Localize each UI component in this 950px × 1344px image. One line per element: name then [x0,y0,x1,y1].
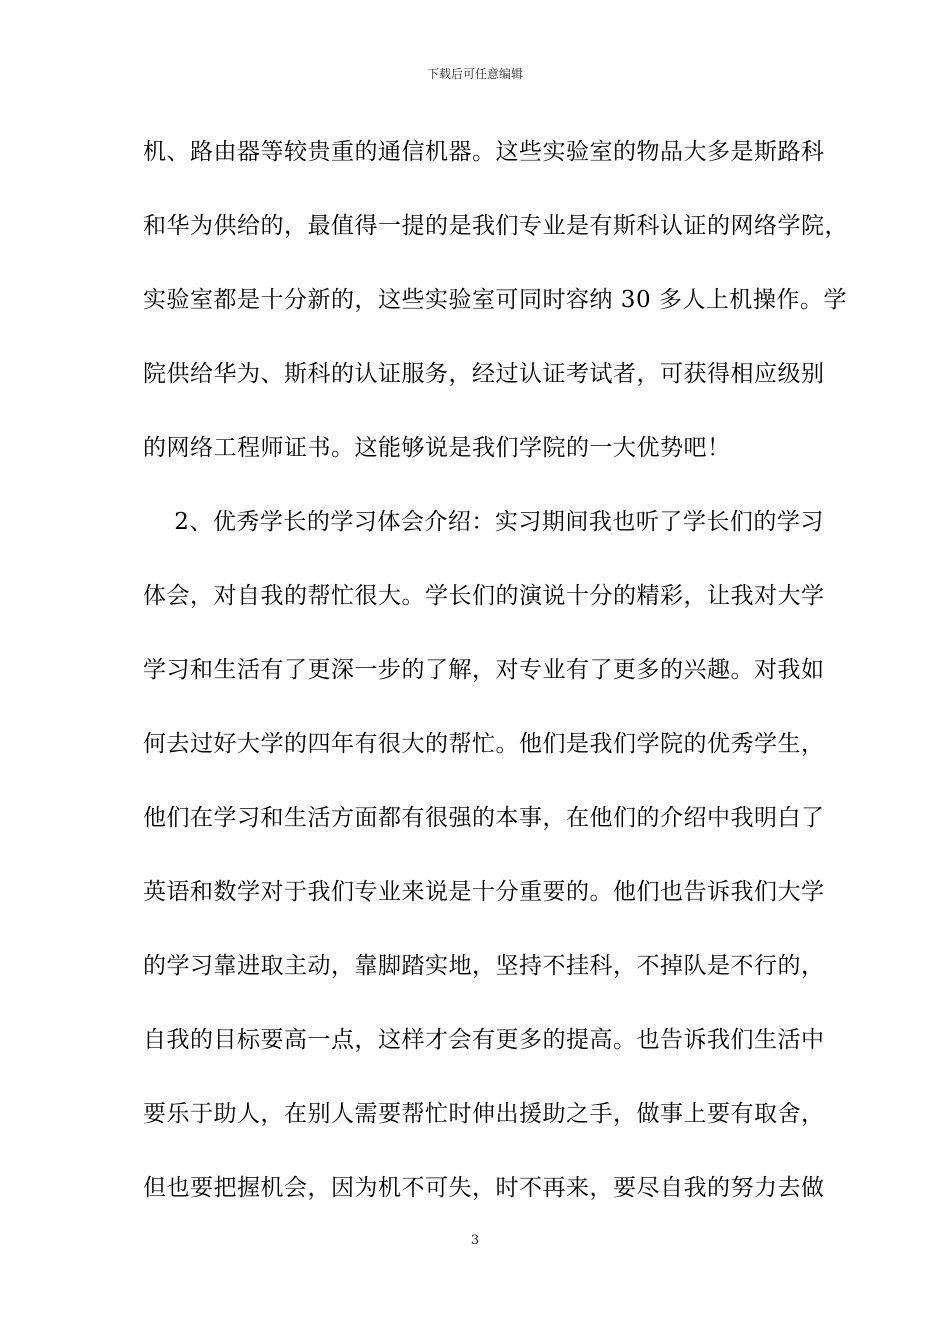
text-line: 何去过好大学的四年有很大的帮忙。他们是我们学院的优秀学生， [143,731,825,757]
text-line: 2、优秀学长的学习体会介绍：实习期间我也听了学长们的学习 [143,509,824,535]
body-text [143,130,848,1240]
text-line: 但也要把握机会，因为机不可失，时不再来，要尽自我的努力去做 [143,1175,825,1201]
text-line: 体会，对自我的帮忙很大。学长们的演说十分的精彩，让我对大学 [143,583,825,609]
text-line: 实验室都是十分新的，这些实验室可同时容纳 30 多人上机操作。学 [143,287,847,313]
page-number: 3 [470,1233,480,1248]
text-line: 的学习靠进取主动，靠脚踏实地，坚持不挂科，不掉队是不行的， [143,953,825,979]
text-line: 机、路由器等较贵重的通信机器。这些实验室的物品大多是斯路科 [143,139,825,165]
text-line: 自我的目标要高一点，这样才会有更多的提高。也告诉我们生活中 [143,1027,825,1053]
text-line: 学习和生活有了更深一步的了解，对专业有了更多的兴趣。对我如 [143,657,825,683]
text-line: 和华为供给的，最值得一提的是我们专业是有斯科认证的网络学院， [143,213,848,239]
text-line: 英语和数学对于我们专业来说是十分重要的。他们也告诉我们大学 [143,879,825,905]
text-line: 他们在学习和生活方面都有很强的本事，在他们的介绍中我明白了 [143,805,825,831]
text-line: 的网络工程师证书。这能够说是我们学院的一大优势吧！ [143,435,731,461]
text-line: 院供给华为、斯科的认证服务，经过认证考试者，可获得相应级别 [143,361,825,387]
text-line: 要乐于助人，在别人需要帮忙时伸出援助之手，做事上要有取舍， [143,1101,825,1127]
page-header: 下载后可任意编辑 [426,67,523,81]
